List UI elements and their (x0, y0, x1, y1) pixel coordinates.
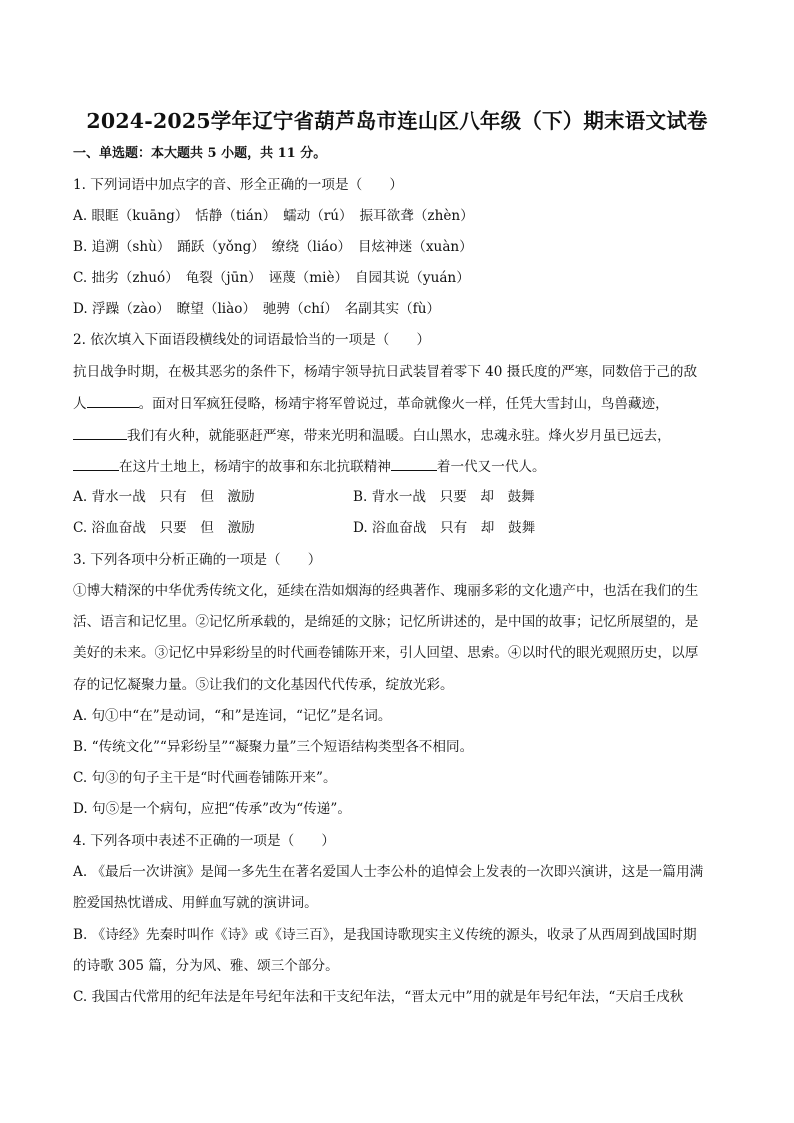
q3-option-a: A. 句①中“在”是动词，“和”是连词，“记忆”是名词。 (73, 708, 392, 724)
q2-text: 。面对日军疯狂侵略，杨靖宇将军曾说过，革命就像火一样，任凭大雪封山，鸟兽藏迹， (138, 396, 669, 412)
q2-option-a: A. 背水一战 只有 但 激励 (73, 489, 255, 505)
q3-option-b: B. “传统文化”“异彩纷呈”“凝聚力量”三个短语结构类型各不相同。 (73, 739, 474, 755)
q2-passage-line (73, 427, 671, 444)
fill-blank (391, 458, 437, 471)
q2-option-c: C. 浴血奋战 只要 但 激励 (73, 520, 255, 536)
q2-passage-line: 抗日战争时期，在极其恶劣的条件下，杨靖宇领导抗日武装冒着零下 40 摄氏度的严寒，同数倍于己的敌 (73, 364, 698, 380)
q1-option-a: A. 眼眶（kuāng） 恬静（tián） 蠕动（rú） 振耳欲聋（zhèn） (73, 208, 474, 224)
q1-option-b: B. 追溯（shù） 踊跃（yǒng） 缭绕（liáo） 目炫神迷（xuàn） (73, 239, 473, 255)
fill-blank (73, 427, 127, 440)
q2-text: 我们有火种，就能驱赶严寒，带来光明和温暖。白山黑水，忠魂永驻。烽火岁月虽已远去， (127, 428, 671, 444)
q2-text: 人 (73, 396, 87, 412)
q3-passage-line: 存的记忆凝聚力量。⑤让我们的文化基因代代传承，绽放光彩。 (73, 677, 454, 693)
q2-stem: 2. 依次填入下面语段横线处的词语最恰当的一项是（ ） (73, 332, 431, 348)
q3-option-d: D. 句⑤是一个病句，应把“传承”改为“传递”。 (73, 801, 351, 817)
q2-passage-line (73, 395, 669, 412)
q2-text: 着一代又一代人。 (436, 459, 546, 475)
q3-passage-line: ①博大精深的中华优秀传统文化，延续在浩如烟海的经典著作、瑰丽多彩的文化遗产中，也活在我们的生 (73, 583, 699, 599)
q4-option-b-cont: 的诗歌 305 篇，分为风、雅、颂三个部分。 (73, 958, 339, 974)
q4-option-a-cont: 腔爱国热忱谱成、用鲜血写就的演讲词。 (73, 895, 318, 911)
q2-text: 在这片土地上，杨靖宇的故事和东北抗联精神 (119, 459, 391, 475)
q3-stem: 3. 下列各项中分析正确的一项是（ ） (73, 552, 322, 568)
fill-blank (73, 458, 119, 471)
q4-stem: 4. 下列各项中表述不正确的一项是（ ） (73, 833, 335, 849)
page-title: 2024-2025学年辽宁省葫芦岛市连山区八年级（下）期末语文试卷 (86, 109, 708, 133)
section-heading: 一、单选题：本大题共 5 小题，共 11 分。 (73, 146, 327, 161)
q3-passage-line: 活、语言和记忆里。②记忆所承载的，是绵延的文脉；记忆所讲述的，是中国的故事；记忆所展望的，是 (73, 614, 699, 630)
q4-option-a: A. 《最后一次讲演》是闻一多先生在著名爱国人士李公朴的追悼会上发表的一次即兴演讲，这是一篇用满 (73, 864, 704, 880)
q1-option-c: C. 拙劣（zhuó） 龟裂（jūn） 诬蔑（miè） 自园其说（yuán） (73, 270, 470, 286)
q4-option-c: C. 我国古代常用的纪年法是年号纪年法和干支纪年法，“晋太元中”用的就是年号纪年法，“天启壬戌秋 (73, 989, 684, 1005)
q1-stem: 1. 下列词语中加点字的音、形全正确的一项是（ ） (73, 177, 403, 193)
q3-passage-line: 美好的未来。③记忆中异彩纷呈的时代画卷铺陈开来，引人回望、思索。④以时代的眼光观照历史，以厚 (73, 645, 699, 661)
q2-option-b: B. 背水一战 只要 却 鼓舞 (353, 489, 535, 505)
q2-option-d: D. 浴血奋战 只有 却 鼓舞 (353, 520, 536, 536)
q4-option-b: B. 《诗经》先秦时叫作《诗》或《诗三百》，是我国诗歌现实主义传统的源头，收录了从西周到战国时期 (73, 927, 697, 943)
q3-option-c: C. 句③的句子主干是“时代画卷铺陈开来”。 (73, 770, 337, 786)
fill-blank (87, 395, 139, 408)
q1-option-d: D. 浮躁（zào） 瞭望（liào） 驰骋（chí） 名副其实（fù） (73, 301, 441, 317)
q2-passage-line (73, 458, 546, 475)
